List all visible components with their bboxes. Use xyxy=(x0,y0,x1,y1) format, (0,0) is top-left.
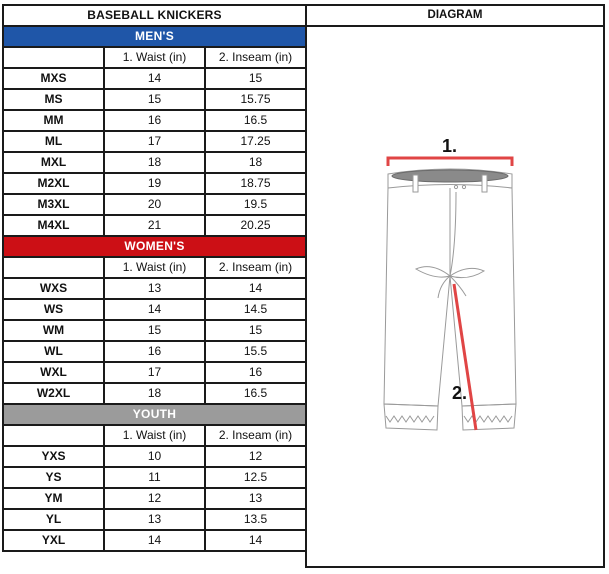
size-label: YXS xyxy=(3,446,104,467)
section-title: YOUTH xyxy=(3,404,306,425)
waist-value: 20 xyxy=(104,194,205,215)
column-header-waist: 1. Waist (in) xyxy=(104,47,205,68)
table-row xyxy=(3,173,306,194)
waist-value: 16 xyxy=(104,341,205,362)
column-header-inseam: 2. Inseam (in) xyxy=(205,47,306,68)
inseam-value: 12.5 xyxy=(205,467,306,488)
inseam-value: 13.5 xyxy=(205,509,306,530)
table-row xyxy=(3,488,306,509)
size-label: WL xyxy=(3,341,104,362)
size-label: M2XL xyxy=(3,173,104,194)
table-row xyxy=(3,278,306,299)
table-row xyxy=(3,530,306,551)
waist-value: 14 xyxy=(104,68,205,89)
column-header-blank xyxy=(3,257,104,278)
inseam-value: 14.5 xyxy=(205,299,306,320)
size-label: M3XL xyxy=(3,194,104,215)
inseam-value: 16.5 xyxy=(205,383,306,404)
size-label: ML xyxy=(3,131,104,152)
waist-value: 12 xyxy=(104,488,205,509)
inseam-value: 20.25 xyxy=(205,215,306,236)
column-header-waist: 1. Waist (in) xyxy=(104,257,205,278)
column-header-waist: 1. Waist (in) xyxy=(104,425,205,446)
size-label: WXS xyxy=(3,278,104,299)
table-row xyxy=(3,362,306,383)
waist-value: 11 xyxy=(104,467,205,488)
inseam-value: 15 xyxy=(205,68,306,89)
section-header-row xyxy=(3,26,306,47)
table-row xyxy=(3,341,306,362)
table-row xyxy=(3,152,306,173)
table-row xyxy=(3,215,306,236)
size-label: WS xyxy=(3,299,104,320)
column-header-blank xyxy=(3,47,104,68)
waist-value: 18 xyxy=(104,383,205,404)
size-label: WM xyxy=(3,320,104,341)
size-label: YM xyxy=(3,488,104,509)
section-header-row xyxy=(3,236,306,257)
table-row xyxy=(3,110,306,131)
table-row xyxy=(3,68,306,89)
inseam-measure-label: 2. xyxy=(452,383,468,403)
waist-value: 14 xyxy=(104,299,205,320)
size-label: W2XL xyxy=(3,383,104,404)
waist-measure-line xyxy=(388,158,512,166)
waist-value: 15 xyxy=(104,89,205,110)
inseam-value: 12 xyxy=(205,446,306,467)
table-row xyxy=(3,131,306,152)
table-row xyxy=(3,89,306,110)
inseam-value: 16 xyxy=(205,362,306,383)
column-header-inseam: 2. Inseam (in) xyxy=(205,425,306,446)
waist-value: 19 xyxy=(104,173,205,194)
title-row xyxy=(3,5,306,26)
waist-value: 10 xyxy=(104,446,205,467)
size-label: M4XL xyxy=(3,215,104,236)
section-header-row xyxy=(3,404,306,425)
knickers-outline xyxy=(384,169,516,430)
size-label: YXL xyxy=(3,530,104,551)
inseam-value: 18.75 xyxy=(205,173,306,194)
waist-value: 18 xyxy=(104,152,205,173)
inseam-value: 14 xyxy=(205,278,306,299)
inseam-value: 13 xyxy=(205,488,306,509)
size-table xyxy=(2,4,307,552)
size-label: MS xyxy=(3,89,104,110)
size-label: YS xyxy=(3,467,104,488)
column-header-row xyxy=(3,47,306,68)
knickers-diagram xyxy=(380,134,530,436)
table-row xyxy=(3,383,306,404)
section-title: MEN'S xyxy=(3,26,306,47)
column-header-inseam: 2. Inseam (in) xyxy=(205,257,306,278)
column-header-blank xyxy=(3,425,104,446)
inseam-value: 16.5 xyxy=(205,110,306,131)
inseam-value: 15.5 xyxy=(205,341,306,362)
table-row xyxy=(3,446,306,467)
waist-value: 14 xyxy=(104,530,205,551)
table-row xyxy=(3,194,306,215)
column-header-row xyxy=(3,257,306,278)
inseam-value: 18 xyxy=(205,152,306,173)
waist-value: 15 xyxy=(104,320,205,341)
table-row xyxy=(3,467,306,488)
waist-value: 17 xyxy=(104,131,205,152)
size-label: WXL xyxy=(3,362,104,383)
diagram-title: DIAGRAM xyxy=(305,4,605,27)
column-header-row xyxy=(3,425,306,446)
inseam-value: 19.5 xyxy=(205,194,306,215)
section-title: WOMEN'S xyxy=(3,236,306,257)
table-row xyxy=(3,299,306,320)
inseam-value: 14 xyxy=(205,530,306,551)
table-row xyxy=(3,509,306,530)
size-label: MXS xyxy=(3,68,104,89)
waist-value: 17 xyxy=(104,362,205,383)
waist-value: 13 xyxy=(104,278,205,299)
inseam-value: 15 xyxy=(205,320,306,341)
size-label: YL xyxy=(3,509,104,530)
waist-value: 16 xyxy=(104,110,205,131)
inseam-value: 17.25 xyxy=(205,131,306,152)
size-label: MXL xyxy=(3,152,104,173)
table-row xyxy=(3,320,306,341)
table-title: BASEBALL KNICKERS xyxy=(3,5,306,26)
inseam-value: 15.75 xyxy=(205,89,306,110)
waist-measure-label: 1. xyxy=(442,136,458,156)
waist-value: 21 xyxy=(104,215,205,236)
waist-value: 13 xyxy=(104,509,205,530)
size-label: MM xyxy=(3,110,104,131)
